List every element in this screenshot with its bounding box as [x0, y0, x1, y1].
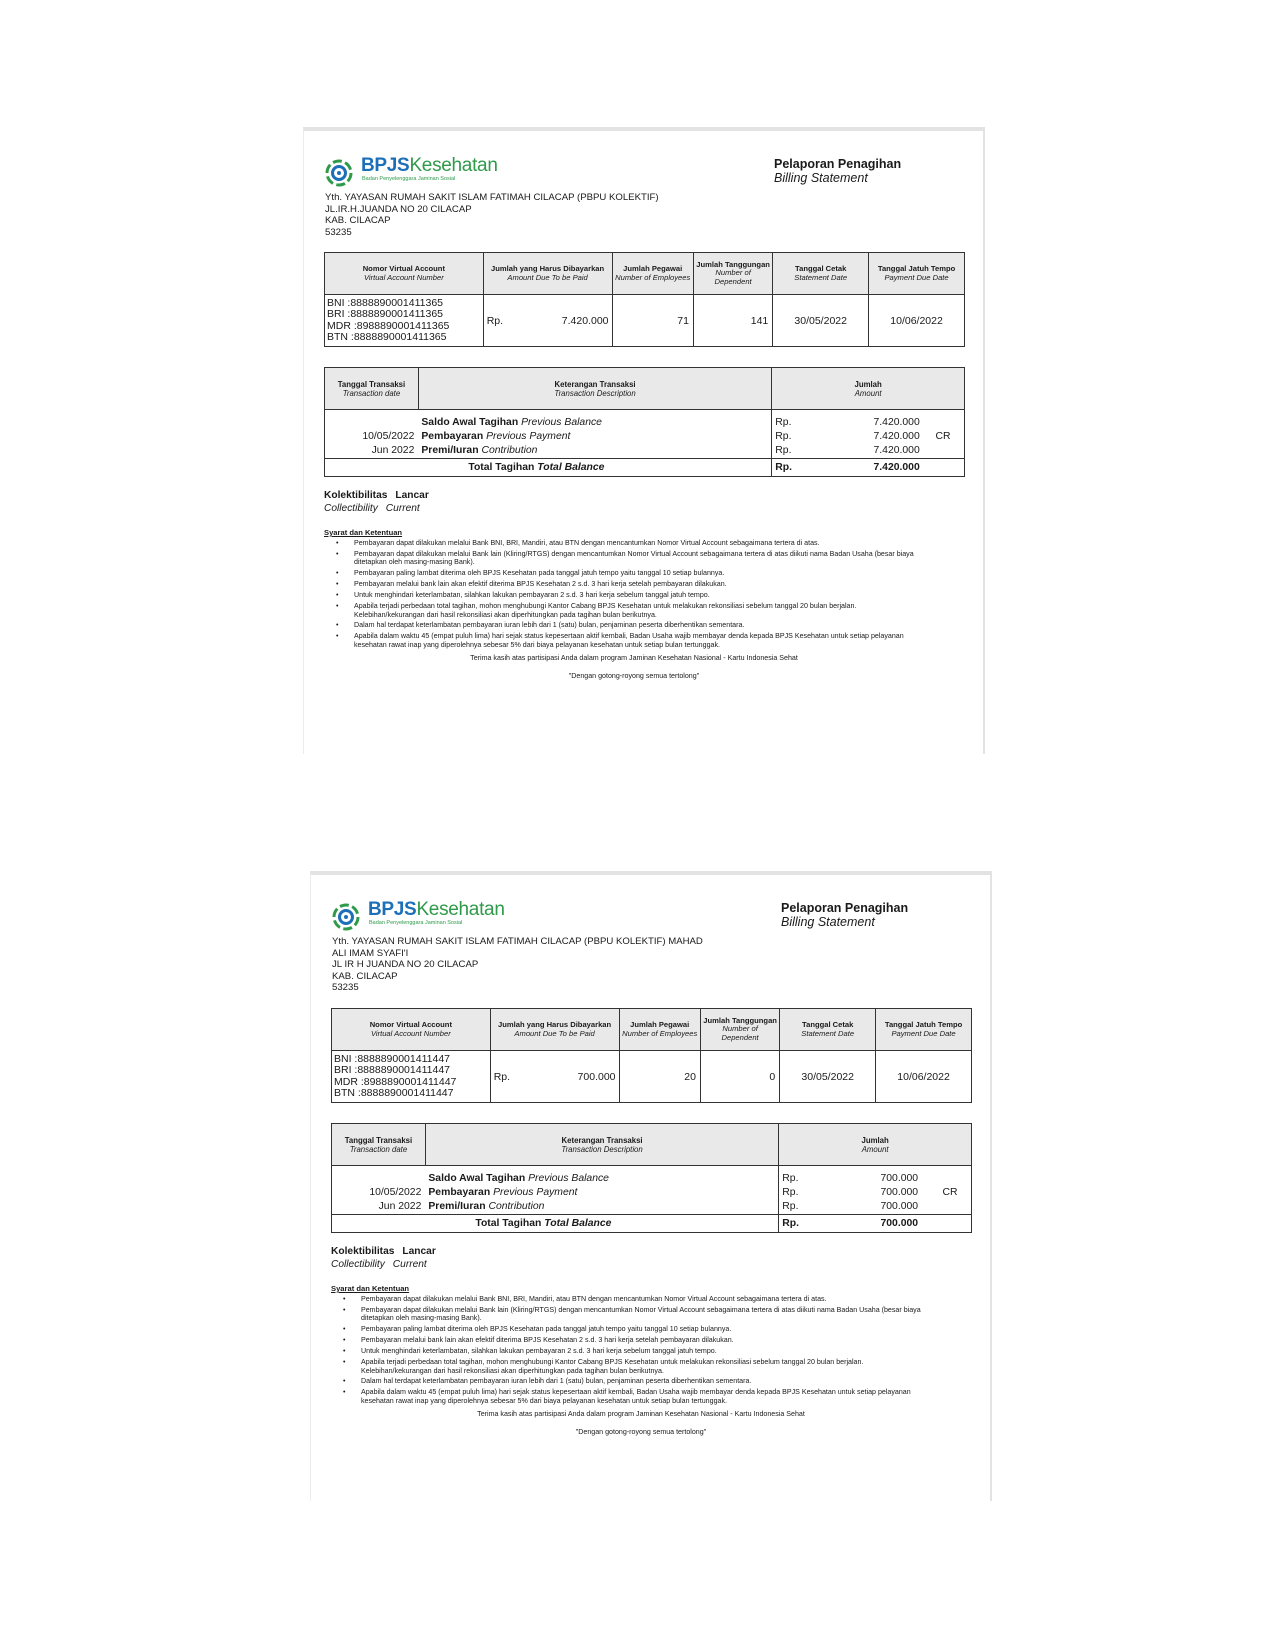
- va-number: BTN :8888890001411365: [327, 330, 447, 343]
- contribution-row: Jun 2022 Premi/Iuran Contribution Rp. 7.420.000: [325, 444, 965, 459]
- term-item: • Pembayaran melalui bank lain akan efektif diterima BPJS Kesehatan 2 s.d. 3 hari kerja setelah pembayaran dilakukan.: [331, 1336, 931, 1345]
- due-date-header: Tanggal Jatuh Tempo Payment Due Date: [876, 1009, 972, 1051]
- prev-balance-value: 7.420.000: [873, 417, 920, 428]
- bpjs-logo: [332, 901, 532, 931]
- motto: "Dengan gotong-royong semua tertolong": [568, 672, 700, 681]
- due-date-cell: [876, 1051, 972, 1103]
- brand-subtitle: Badan Penyelenggara Jaminan Sosial: [369, 920, 463, 926]
- total-value: 7.420.000: [873, 461, 920, 473]
- va-number: MDR :8988890001411447: [334, 1075, 457, 1088]
- term-item: • Pembayaran dapat dilakukan melalui Bank lain (Kliring/RTGS) dengan mencantumkan Nomor Virtual Account sebagaimana tertera di atas diikuti nama Badan Usaha (besar biaya ditetapkan oleh masing-masing Bank).: [331, 1306, 931, 1323]
- amount-due-value: 700.000: [577, 1070, 616, 1083]
- dependents-value: 141: [750, 314, 769, 327]
- terms-and-conditions: [324, 529, 924, 681]
- total-value: 700.000: [880, 1217, 919, 1229]
- bpjs-logo: [325, 157, 525, 187]
- payment-date-value: 10/05/2022: [369, 1187, 422, 1198]
- bpjs-logo-icon: [325, 159, 353, 187]
- amount-due-value: 7.420.000: [561, 314, 609, 327]
- va-number: BRI :8888890001411365: [327, 308, 443, 321]
- billing-statement-page-1: [303, 127, 985, 754]
- amount-header: Jumlah Amount: [772, 368, 965, 410]
- payment-row: 10/05/2022 Pembayaran Previous Payment Rp. 7.420.000 CR: [325, 430, 965, 444]
- terms-list: [324, 539, 924, 650]
- va-number: MDR :8988890001411365: [327, 319, 450, 332]
- statement-date-header: Tanggal Cetak Statement Date: [780, 1009, 876, 1051]
- previous-balance-row: Saldo Awal Tagihan Previous Balance Rp. 7.420.000: [325, 416, 965, 430]
- dependents-header: Jumlah Tanggungan Number of Dependent: [700, 1009, 779, 1051]
- statement-date-header: Tanggal Cetak Statement Date: [773, 253, 869, 295]
- transaction-date-header: Tanggal Transaksi Transaction date: [332, 1124, 426, 1166]
- dependents-cell: [693, 295, 772, 347]
- brand-subtitle: Badan Penyelenggara Jaminan Sosial: [362, 176, 456, 182]
- due-date-cell: [869, 295, 965, 347]
- address-line: KAB. CILACAP: [325, 215, 391, 227]
- address-line: 53235: [332, 982, 359, 994]
- title-english: Billing Statement: [781, 915, 875, 929]
- due-date-header: Tanggal Jatuh Tempo Payment Due Date: [869, 253, 965, 295]
- title-english: Billing Statement: [774, 171, 868, 185]
- term-item: • Pembayaran paling lambat diterima oleh BPJS Kesehatan pada tanggal jatuh tempo yaitu tanggal 10 setiap bulannya.: [324, 569, 924, 578]
- employees-cell: [612, 295, 693, 347]
- address-line: KAB. CILACAP: [332, 970, 398, 982]
- billing-statement-page-2: [310, 871, 992, 1501]
- address-line: ALI IMAM SYAFI'I: [332, 947, 409, 959]
- va-numbers: [325, 295, 484, 347]
- term-item: • Pembayaran dapat dilakukan melalui Bank lain (Kliring/RTGS) dengan mencantumkan Nomor Virtual Account sebagaimana tertera di atas diikuti nama Badan Usaha (besar biaya ditetapkan oleh masing-masing Bank).: [324, 550, 924, 567]
- recipient-address: [332, 936, 703, 994]
- va-number: BNI :8888890001411365: [327, 297, 443, 310]
- thank-you-note: Terima kasih atas partisipasi Anda dalam program Jaminan Kesehatan Nasional - Kartu Indonesia Sehat: [477, 1409, 805, 1418]
- address-line: Yth. YAYASAN RUMAH SAKIT ISLAM FATIMAH CILACAP (PBPU KOLEKTIF): [325, 192, 659, 203]
- term-item: • Apabila dalam waktu 45 (empat puluh lima) hari sejak status kepesertaan aktif kembali, Badan Usaha wajib membayar denda kepada BPJS Kesehatan untuk setiap pelayanan kesehatan rawat inap yang diperolehnya sebesar 5% dari biaya pelayanan kesehatan untuk setiap bulan tertunggak.: [331, 1388, 931, 1405]
- brand-name: BPJSKesehatan: [361, 155, 498, 176]
- va-header: Nomor Virtual Account Virtual Account Number: [332, 1009, 491, 1051]
- va-number: BRI :8888890001411447: [334, 1064, 450, 1077]
- previous-balance-row: Saldo Awal Tagihan Previous Balance Rp. 700.000: [332, 1172, 972, 1186]
- contrib-period-value: Jun 2022: [371, 445, 415, 456]
- va-numbers: [332, 1051, 491, 1103]
- bpjs-logo-icon: [332, 903, 360, 931]
- term-item: • Pembayaran melalui bank lain akan efektif diterima BPJS Kesehatan 2 s.d. 3 hari kerja setelah pembayaran dilakukan.: [324, 580, 924, 589]
- contribution-value: 7.420.000: [873, 445, 920, 456]
- address-line: JL IR H JUANDA NO 20 CILACAP: [332, 959, 479, 971]
- va-header: Nomor Virtual Account Virtual Account Number: [325, 253, 484, 295]
- thank-you-note: Terima kasih atas partisipasi Anda dalam program Jaminan Kesehatan Nasional - Kartu Indonesia Sehat: [470, 653, 798, 662]
- amount-header: Jumlah Amount: [779, 1124, 972, 1166]
- document-title: [774, 157, 974, 185]
- terms-title: Syarat dan Ketentuan: [324, 528, 403, 537]
- motto: "Dengan gotong-royong semua tertolong": [575, 1428, 707, 1437]
- transaction-desc-header: Keterangan Transaksi Transaction Description: [425, 1124, 778, 1166]
- account-summary-table: [331, 1008, 972, 1103]
- account-summary-table: [324, 252, 965, 347]
- terms-and-conditions: [331, 1285, 931, 1437]
- statement-date-value: 30/05/2022: [801, 1070, 854, 1083]
- term-item: • Untuk menghindari keterlambatan, silahkan lakukan pembayaran 2 s.d. 3 hari kerja sebelum tanggal jatuh tempo.: [324, 591, 924, 600]
- amount-due-header: Jumlah yang Harus Dibayarkan Amount Due To be Paid: [490, 1009, 619, 1051]
- brand-name: BPJSKesehatan: [368, 899, 505, 920]
- payment-value: 700.000: [880, 1187, 919, 1198]
- amount-due-header: Jumlah yang Harus Dibayarkan Amount Due To be Paid: [483, 253, 612, 295]
- va-number: BTN :8888890001411447: [334, 1086, 454, 1099]
- amount-due-cell: Rp. 7.420.000: [483, 295, 612, 347]
- transaction-desc-header: Keterangan Transaksi Transaction Description: [418, 368, 771, 410]
- due-date-value: 10/06/2022: [890, 314, 943, 327]
- contribution-value: 700.000: [880, 1201, 919, 1212]
- collectibility: Kolektibilitas Lancar Collectibility Current: [324, 490, 429, 514]
- total-row: Total Tagihan Total Balance Rp. 7.420.000: [325, 458, 965, 476]
- payment-value: 7.420.000: [873, 431, 920, 442]
- contribution-row: Jun 2022 Premi/Iuran Contribution Rp. 700.000: [332, 1200, 972, 1215]
- title-indonesian: Pelaporan Penagihan: [781, 901, 909, 915]
- address-line: 53235: [325, 226, 352, 238]
- payment-row: 10/05/2022 Pembayaran Previous Payment Rp. 700.000 CR: [332, 1186, 972, 1200]
- term-item: • Apabila dalam waktu 45 (empat puluh lima) hari sejak status kepesertaan aktif kembali, Badan Usaha wajib membayar denda kepada BPJS Kesehatan untuk setiap pelayanan kesehatan rawat inap yang diperolehnya sebesar 5% dari biaya pelayanan kesehatan untuk setiap bulan tertunggak.: [324, 632, 924, 649]
- total-row: Total Tagihan Total Balance Rp. 700.000: [332, 1214, 972, 1232]
- title-indonesian: Pelaporan Penagihan: [774, 157, 902, 171]
- contrib-period-value: Jun 2022: [378, 1201, 422, 1212]
- term-item: • Apabila terjadi perbedaan total tagihan, mohon menghubungi Kantor Cabang BPJS Kesehatan untuk melakukan rekonsiliasi sebelum tanggal 20 bulan berjalan. Kelebihan/kekurangan dari hasil rekonsiliasi akan diperhitungkan pada tagihan bulan berikutnya.: [324, 602, 924, 619]
- transaction-table: [331, 1123, 972, 1233]
- term-item: • Pembayaran paling lambat diterima oleh BPJS Kesehatan pada tanggal jatuh tempo yaitu tanggal 10 setiap bulannya.: [331, 1325, 931, 1334]
- prev-balance-value: 700.000: [880, 1173, 919, 1184]
- transaction-date-header: Tanggal Transaksi Transaction date: [325, 368, 419, 410]
- statement-date-cell: [780, 1051, 876, 1103]
- term-item: • Apabila terjadi perbedaan total tagihan, mohon menghubungi Kantor Cabang BPJS Kesehatan untuk melakukan rekonsiliasi sebelum tanggal 20 bulan berjalan. Kelebihan/kekurangan dari hasil rekonsiliasi akan diperhitungkan pada tagihan bulan berikutnya.: [331, 1358, 931, 1375]
- employees-header: Jumlah Pegawai Number of Employees: [619, 1009, 700, 1051]
- amount-due-cell: Rp. 700.000: [490, 1051, 619, 1103]
- employees-value: 71: [677, 314, 689, 327]
- address-line: Yth. YAYASAN RUMAH SAKIT ISLAM FATIMAH CILACAP (PBPU KOLEKTIF) MAHAD: [332, 936, 703, 947]
- recipient-address: [325, 192, 659, 238]
- term-item: • Dalam hal terdapat keterlambatan pembayaran iuran lebih dari 1 (satu) bulan, penjaminan peserta diberhentikan sementara.: [331, 1377, 931, 1386]
- employees-cell: [619, 1051, 700, 1103]
- address-line: JL.IR.H.JUANDA NO 20 CILACAP: [325, 203, 472, 215]
- dependents-header: Jumlah Tanggungan Number of Dependent: [693, 253, 772, 295]
- term-item: • Pembayaran dapat dilakukan melalui Bank BNI, BRI, Mandiri, atau BTN dengan mencantumkan Nomor Virtual Account sebagaimana tertera di atas.: [324, 539, 924, 548]
- document-title: [781, 901, 981, 929]
- va-number: BNI :8888890001411447: [334, 1053, 450, 1066]
- transaction-table: [324, 367, 965, 477]
- statement-date-value: 30/05/2022: [794, 314, 847, 327]
- employees-header: Jumlah Pegawai Number of Employees: [612, 253, 693, 295]
- term-item: • Untuk menghindari keterlambatan, silahkan lakukan pembayaran 2 s.d. 3 hari kerja sebelum tanggal jatuh tempo.: [331, 1347, 931, 1356]
- due-date-value: 10/06/2022: [897, 1070, 950, 1083]
- dependents-value: 0: [769, 1070, 776, 1083]
- terms-title: Syarat dan Ketentuan: [331, 1284, 410, 1293]
- term-item: • Dalam hal terdapat keterlambatan pembayaran iuran lebih dari 1 (satu) bulan, penjaminan peserta diberhentikan sementara.: [324, 621, 924, 630]
- payment-date-value: 10/05/2022: [362, 431, 415, 442]
- term-item: • Pembayaran dapat dilakukan melalui Bank BNI, BRI, Mandiri, atau BTN dengan mencantumkan Nomor Virtual Account sebagaimana tertera di atas.: [331, 1295, 931, 1304]
- collectibility: Kolektibilitas Lancar Collectibility Current: [331, 1246, 436, 1270]
- employees-value: 20: [684, 1070, 696, 1083]
- terms-list: [331, 1295, 931, 1406]
- statement-date-cell: [773, 295, 869, 347]
- dependents-cell: [700, 1051, 779, 1103]
